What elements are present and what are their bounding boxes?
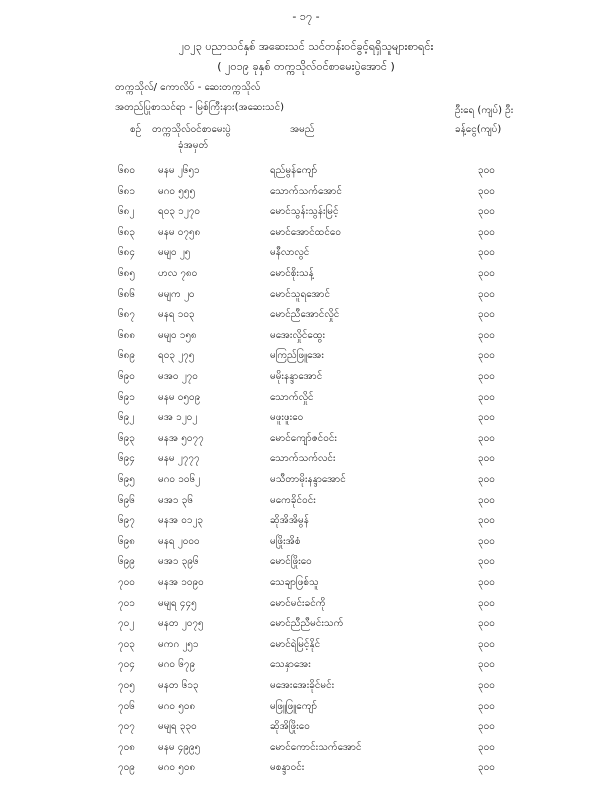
- roll-number: မအ၁ ၃၉၆: [158, 556, 199, 568]
- row-number: ၇၀၄: [118, 659, 135, 671]
- row-number: ၇၀၂: [118, 618, 135, 630]
- student-name: သောက်သက်အောင်: [270, 185, 342, 197]
- table-row: [0, 451, 612, 471]
- roll-number: မမျရ ၃၃၀: [158, 721, 197, 733]
- header-no: စဉ်: [130, 124, 142, 135]
- table-row: [0, 204, 612, 224]
- amount: ၃၀၀: [478, 309, 495, 321]
- table-row: [0, 534, 612, 554]
- student-name: မကြည်ဖြူအေး: [270, 350, 324, 362]
- table-row: [0, 657, 612, 677]
- table-row: [0, 266, 612, 286]
- row-number: ၆၈၉: [118, 350, 135, 362]
- table-row: [0, 369, 612, 389]
- row-number: ၆၉၁: [118, 391, 135, 403]
- document-subtitle: ( ၂၀၁၉ ခုနှစ် တက္ကသိုလ်ဝင်စာမေးပွဲအောင် ): [217, 60, 395, 73]
- student-name: သောက်လှိုင်: [270, 391, 314, 403]
- roll-number: မနမ ၂၇၇၇: [158, 453, 200, 465]
- row-number: ၇၀၆: [118, 700, 135, 712]
- student-name: မောင်စိုးသန့်: [270, 268, 314, 279]
- row-number: ၆၉၀: [118, 371, 135, 382]
- roll-number: မနမ ၄၉၉၅: [158, 741, 201, 753]
- roll-number: မမျက ၂၀: [158, 288, 195, 300]
- student-name: မောင်ဖြိုးဝေ: [270, 556, 312, 568]
- roll-number: မမျရ ၄၄၅: [158, 597, 197, 609]
- row-number: ၆၉၄: [118, 453, 135, 465]
- table-row: [0, 245, 612, 265]
- amount: ၃၀၀: [478, 618, 495, 630]
- amount: ၃၀၀: [478, 638, 495, 650]
- roll-number: မဂ၀ ၅၀၈: [158, 700, 196, 712]
- table-row: [0, 348, 612, 368]
- table-row: [0, 596, 612, 616]
- roll-number: မနအ ၁၀၉၀: [158, 577, 204, 588]
- student-name: ရည်မွန်ကျော်: [270, 165, 318, 176]
- table-row: [0, 287, 612, 307]
- row-number: ၆၉၇: [118, 515, 135, 527]
- student-name: မောင်ကျော်ဇင်ဝင်း: [270, 432, 337, 444]
- roll-number: မမျ၀ ၁၅၈: [158, 329, 197, 341]
- amount-summary: ဦးရေ (ကျပ်) ဦး: [455, 105, 514, 116]
- amount: ၃၀၀: [478, 680, 495, 691]
- roll-number: မနတ ၆၁၃: [158, 680, 199, 691]
- amount: ၃၀၀: [478, 165, 495, 176]
- roll-number: မနအ ၀၁၂၃: [158, 515, 204, 527]
- table-row: [0, 760, 612, 780]
- table-row: [0, 719, 612, 739]
- amount: ၃၀၀: [478, 226, 495, 238]
- table-row: [0, 328, 612, 348]
- row-number: ၇၀၅: [118, 680, 135, 691]
- header-roll-number-line2: ခုံအမှတ်: [178, 140, 209, 151]
- page-number: - ၁၇ -: [292, 10, 320, 23]
- header-amount: ခန့်ငွေ(ကျပ်): [455, 124, 502, 135]
- amount: ၃၀၀: [478, 597, 495, 609]
- amount: ၃၀၀: [478, 206, 495, 218]
- student-name: မမိုးနန္ဒာအောင်: [270, 371, 323, 382]
- roll-number: မကဂ ၂၅၁: [158, 638, 199, 650]
- student-name: မောင်ကောင်းသက်အောင်: [270, 741, 362, 753]
- amount: ၃၀၀: [478, 721, 495, 733]
- row-number: ၆၈၂: [118, 206, 135, 218]
- amount: ၃၀၀: [478, 515, 495, 527]
- table-row: [0, 513, 612, 533]
- roll-number: မနအ ၅၀၇၇: [158, 432, 204, 444]
- student-name: မောင်အောင်ထင်ဝေ: [270, 226, 341, 238]
- exam-center-line: အတည်ပြုစာသင်ရာ - မြစ်ကြီးနား(အဆေးသင်): [115, 102, 285, 113]
- table-row: [0, 740, 612, 760]
- roll-number: ရဝ၃ ၂၇၅: [158, 350, 195, 362]
- table-row: [0, 431, 612, 451]
- amount: ၃၀၀: [478, 535, 495, 547]
- roll-number: မအ၀ ၂၇၀: [158, 371, 198, 382]
- amount: ၃၀၀: [478, 577, 495, 588]
- amount: ၃၀၀: [478, 350, 495, 362]
- student-name: မဖြူဖြူကျော်: [270, 700, 318, 712]
- amount: ၃၀၀: [478, 329, 495, 341]
- roll-number: မအ၁ ၃၆: [158, 494, 193, 506]
- row-number: ၆၈၃: [118, 226, 135, 238]
- amount: ၃၀၀: [478, 453, 495, 465]
- student-name: သောက်သက်လင်း: [270, 453, 336, 465]
- table-row: [0, 575, 612, 595]
- student-name: သေနှာအေး: [270, 659, 311, 671]
- table-row: [0, 410, 612, 430]
- row-number: ၇၀၈: [118, 741, 135, 753]
- amount: ၃၀၀: [478, 741, 495, 753]
- table-row: [0, 699, 612, 719]
- roll-number: မနတ ၂၀၇၅: [158, 618, 204, 630]
- student-name: မအေးအေးခိုင်မင်း: [270, 680, 335, 691]
- table-row: [0, 390, 612, 410]
- student-name: မောင်ရဲမြင့်နိုင်: [270, 638, 321, 650]
- row-number: ၆၉၂: [118, 412, 135, 424]
- roll-number: မနမ ၀၅၀၉: [158, 391, 201, 403]
- roll-number: မဂ၀ ၁၀၆၂: [158, 474, 201, 485]
- row-number: ၇၀၉: [118, 762, 135, 774]
- department-line: တက္ကသိုလ်/ ကောလိပ် - ဆေးတက္ကသိုလ်: [115, 82, 261, 93]
- table-row: [0, 472, 612, 492]
- amount: ၃၀၀: [478, 556, 495, 568]
- amount: ၃၀၀: [478, 247, 495, 259]
- document-title: ၂၀၂၃ ပညာသင်နှစ် အဆေးသင် သင်တန်းဝင်ခွင့်ရရှိသူများစာရင်း: [178, 40, 434, 53]
- row-number: ၆၈၁: [118, 185, 135, 197]
- amount: ၃၀၀: [478, 762, 495, 774]
- amount: ၃၀၀: [478, 700, 495, 712]
- student-name: ဆိုအိဖြိုးဝေ: [270, 721, 310, 733]
- table-row: [0, 678, 612, 698]
- row-number: ၆၉၅: [118, 474, 135, 485]
- student-name: မောင်သွန်းသွန်းမြင့်: [270, 206, 339, 218]
- row-number: ၇၀၃: [118, 638, 135, 650]
- row-number: ၆၉၃: [118, 432, 135, 444]
- row-number: ၇၀၇: [118, 721, 135, 733]
- student-name: မသီတာမိုးနန္ဒာအောင်: [270, 474, 346, 485]
- row-number: ၆၈၆: [118, 288, 135, 300]
- amount: ၃၀၀: [478, 185, 495, 197]
- student-name: မောင်ညီအောင်လှိုင်: [270, 309, 340, 321]
- row-number: ၆၈၄: [118, 247, 135, 259]
- roll-number: မဂ၀ ၅၀၈: [158, 762, 196, 774]
- roll-number: မနရ ၁၀၃: [158, 309, 195, 321]
- amount: ၃၀၀: [478, 268, 495, 279]
- roll-number: ဟလ ၇၈၀: [158, 268, 198, 279]
- table-row: [0, 637, 612, 657]
- student-name: မောင်မင်းခင်ကို: [270, 597, 326, 609]
- row-number: ၆၉၈: [118, 535, 135, 547]
- row-number: ၇၀၁: [118, 597, 135, 609]
- roll-number: မနမ ၂၆၅၁: [158, 165, 200, 176]
- roll-number: မမျ၀ ၂၅: [158, 247, 191, 259]
- roll-number: မအ ၁၂၀၂: [158, 412, 198, 424]
- header-name: အမည်: [290, 124, 315, 135]
- amount: ၃၀၀: [478, 288, 495, 300]
- amount: ၃၀၀: [478, 412, 495, 424]
- row-number: ၆၉၉: [118, 556, 135, 568]
- table-row: [0, 554, 612, 574]
- roll-number: မဂ၀ ၆၇၉: [158, 659, 196, 671]
- table-row: [0, 307, 612, 327]
- student-name: သေချာဖြစ်သူ: [270, 577, 319, 588]
- student-name: မဖြိုးအိစံ: [270, 535, 301, 547]
- roll-number: မနရ ၂၀၀၀: [158, 535, 200, 547]
- roll-number: မဂ၀ ၅၅၅: [158, 185, 196, 197]
- amount: ၃၀၀: [478, 659, 495, 671]
- amount: ၃၀၀: [478, 391, 495, 403]
- student-name: မကေခိုင်ဝင်း: [270, 494, 316, 506]
- amount: ၃၀၀: [478, 494, 495, 506]
- student-name: မောင်သူရအောင်: [270, 288, 331, 300]
- amount: ၃၀၀: [478, 432, 495, 444]
- amount: ၃၀၀: [478, 474, 495, 485]
- row-number: ၆၈၇: [118, 309, 135, 321]
- row-number: ၇၀၀: [118, 577, 135, 588]
- table-row: [0, 616, 612, 636]
- student-name: မောင်ညီညီမင်းသက်: [270, 618, 344, 630]
- row-number: ၆၈၅: [118, 268, 135, 279]
- table-row: [0, 184, 612, 204]
- table-row: [0, 163, 612, 183]
- row-number: ၆၉၆: [118, 494, 135, 506]
- header-roll-number: တက္ကသိုလ်ဝင်စာမေးပွဲ: [152, 124, 231, 135]
- student-name: မဖူးဖူးဝေ: [270, 412, 304, 424]
- row-number: ၆၈၀: [118, 165, 135, 176]
- student-name: မနီလာလွင်: [270, 247, 310, 259]
- row-number: ၆၈၈: [118, 329, 136, 341]
- student-name: မစန္ဒာဝင်း: [270, 762, 305, 774]
- roll-number: မနမ ၀၇၅၈: [158, 226, 201, 238]
- student-name: မအေးလှိုင်ထွေး: [270, 329, 326, 341]
- table-row: [0, 493, 612, 513]
- roll-number: ရဝ၃ ၁၂၇၀: [158, 206, 200, 218]
- table-row: [0, 225, 612, 245]
- student-name: ဆိုအိအိမွန်: [270, 515, 309, 527]
- amount: ၃၀၀: [478, 371, 495, 382]
